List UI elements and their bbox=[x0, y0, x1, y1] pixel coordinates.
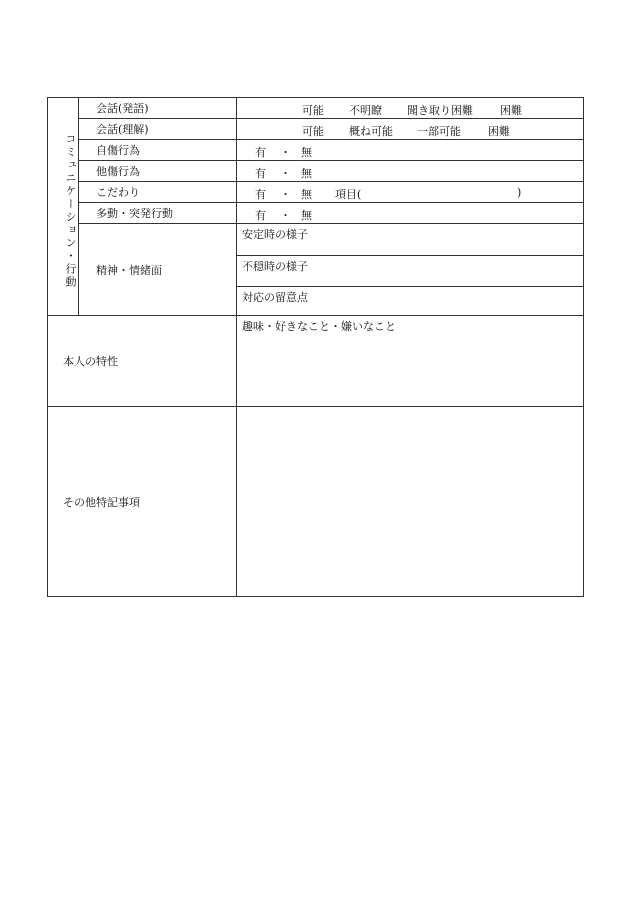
fixation-no[interactable]: 無 bbox=[301, 188, 312, 201]
self-harm-label: 自傷行為 bbox=[79, 140, 237, 161]
row-self-harm bbox=[48, 140, 584, 161]
comprehension-opt-1[interactable]: 可能 bbox=[302, 125, 324, 138]
fixation-yes[interactable]: 有 bbox=[255, 188, 266, 201]
comprehension-options[interactable] bbox=[237, 119, 584, 140]
speech-opt-2[interactable]: 不明瞭 bbox=[349, 104, 382, 117]
row-speech bbox=[48, 98, 584, 119]
row-traits bbox=[48, 316, 584, 407]
unstable-field[interactable]: 不穏時の様子 bbox=[237, 255, 583, 286]
hyperactivity-options[interactable] bbox=[237, 203, 584, 224]
speech-label: 会話(発語) bbox=[79, 98, 237, 119]
row-mental bbox=[48, 224, 584, 316]
fixation-item-label: 項目( bbox=[335, 188, 362, 201]
speech-opt-4[interactable]: 困難 bbox=[500, 104, 522, 117]
row-hyperactivity bbox=[48, 203, 584, 224]
speech-opt-3[interactable]: 聞き取り困難 bbox=[407, 104, 473, 117]
speech-opt-1[interactable]: 可能 bbox=[302, 104, 324, 117]
fixation-sep: ・ bbox=[280, 188, 291, 201]
self-harm-no[interactable]: 無 bbox=[301, 146, 312, 159]
hyperactivity-sep: ・ bbox=[280, 209, 291, 222]
notes-field[interactable]: 対応の留意点 bbox=[242, 290, 308, 304]
comprehension-opt-3[interactable]: 一部可能 bbox=[417, 125, 461, 138]
hyperactivity-yes[interactable]: 有 bbox=[255, 209, 266, 222]
other-field[interactable] bbox=[237, 407, 584, 597]
fixation-options[interactable] bbox=[237, 182, 584, 203]
section-communication-label: コミュニケーション・行動 bbox=[48, 98, 79, 316]
self-harm-sep: ・ bbox=[280, 146, 291, 159]
profile-form-table bbox=[47, 97, 584, 597]
stable-field[interactable]: 安定時の様子 bbox=[237, 224, 583, 255]
fixation-item-close: ) bbox=[517, 186, 522, 199]
comprehension-label: 会話(理解) bbox=[79, 119, 237, 140]
speech-options[interactable] bbox=[237, 98, 584, 119]
self-harm-options[interactable] bbox=[237, 140, 584, 161]
form-sheet bbox=[47, 97, 583, 597]
harm-others-yes[interactable]: 有 bbox=[255, 167, 266, 180]
other-label: その他特記事項 bbox=[48, 407, 237, 597]
hyperactivity-label: 多動・突発行動 bbox=[79, 203, 237, 224]
row-comprehension bbox=[48, 119, 584, 140]
hyperactivity-no[interactable]: 無 bbox=[301, 209, 312, 222]
row-fixation bbox=[48, 182, 584, 203]
traits-label: 本人の特性 bbox=[48, 316, 237, 407]
self-harm-yes[interactable]: 有 bbox=[255, 146, 266, 159]
comprehension-opt-4[interactable]: 困難 bbox=[488, 125, 510, 138]
harm-others-options[interactable] bbox=[237, 161, 584, 182]
traits-field[interactable]: 趣味・好きなこと・嫌いなこと bbox=[237, 316, 584, 407]
harm-others-label: 他傷行為 bbox=[79, 161, 237, 182]
harm-others-sep: ・ bbox=[280, 167, 291, 180]
harm-others-no[interactable]: 無 bbox=[301, 167, 312, 180]
row-harm-others bbox=[48, 161, 584, 182]
mental-label: 精神・情緒面 bbox=[79, 224, 237, 316]
row-other bbox=[48, 407, 584, 597]
fixation-label: こだわり bbox=[79, 182, 237, 203]
comprehension-opt-2[interactable]: 概ね可能 bbox=[349, 125, 393, 138]
mental-subfields bbox=[237, 224, 584, 316]
